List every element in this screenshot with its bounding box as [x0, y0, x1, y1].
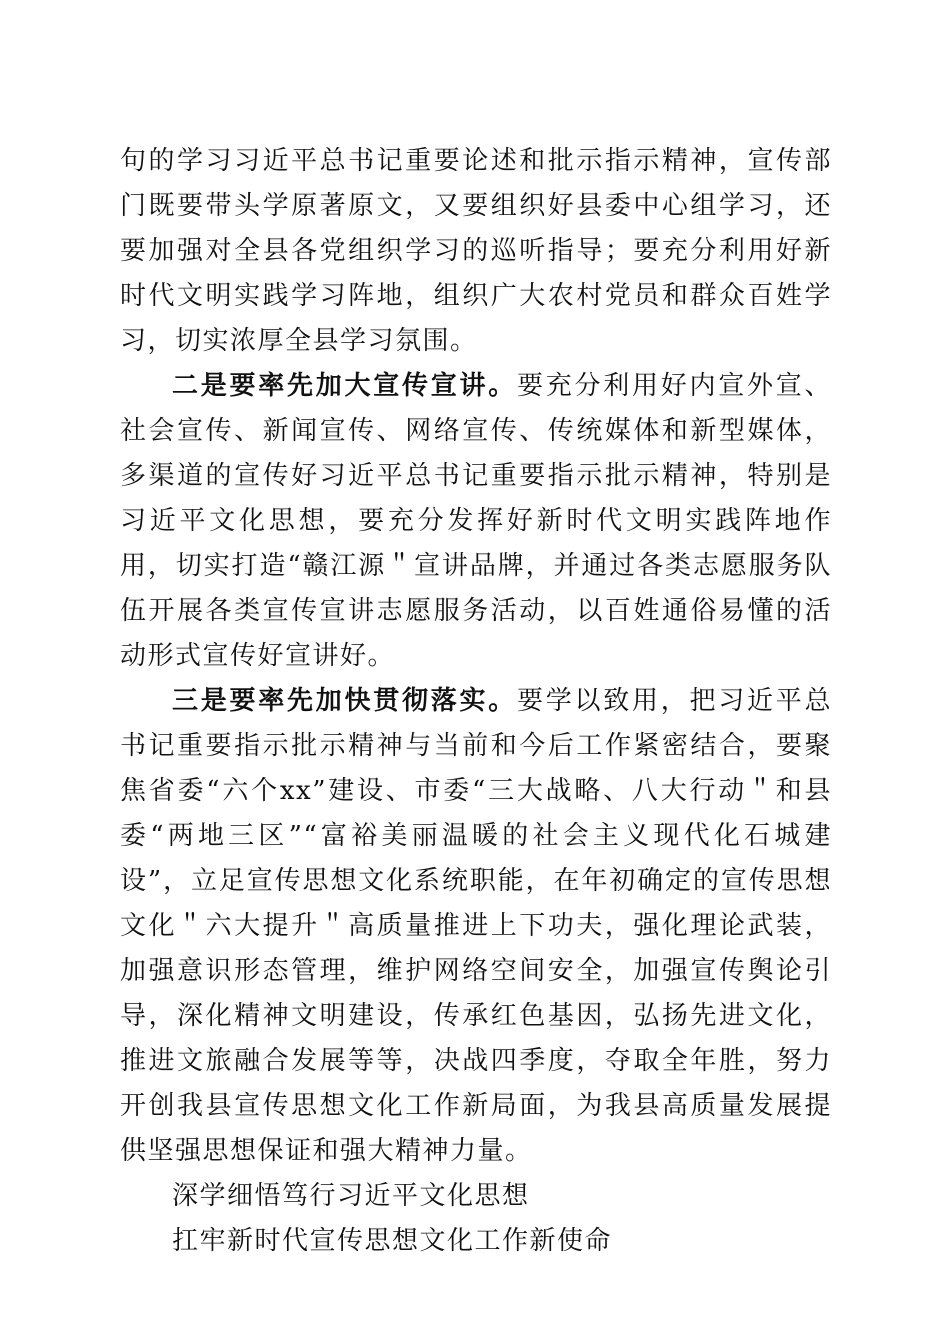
- paragraph-text: 句的学习习近平总书记重要论述和批示指示精神，宣传部门既要带头学原著原文，又要组织好县委中心组学习，还要加强对全县各党组织学习的巡听指导；要充分利用好新时代文明实践学习阵地，组织广大农村党员和群众百姓学习，切实浓厚全县学习氛围。: [120, 146, 832, 356]
- paragraph-implementation: [120, 679, 832, 1174]
- section-title-line-2: 扛牢新时代宣传思想文化工作新使命: [172, 1226, 613, 1256]
- section-title-line-1: 深学细悟笃行习近平文化思想: [172, 1181, 530, 1211]
- paragraph-lead: 二是要率先加大宣传宣讲。: [172, 371, 517, 401]
- paragraph-text: 要充分利用好内宣外宣、社会宣传、新闻宣传、网络宣传、传统媒体和新型媒体，多渠道的宣传好习近平总书记重要指示批示精神，特别是习近平文化思想，要充分发挥好新时代文明实践阵地作用，切实打造“赣江源＂宣讲品牌，并通过各类志愿服务队伍开展各类宣传宣讲志愿服务活动，以百姓通俗易懂的活动形式宣传好宣讲好。: [120, 371, 832, 671]
- paragraph-propaganda: [120, 364, 832, 679]
- paragraph-text: 要学以致用，把习近平总书记重要指示批示精神与当前和今后工作紧密结合，要聚焦省委“六个xx”建设、市委“三大战略、八大行动＂和县委“两地三区”“富裕美丽温暖的社会主义现代化石城建设”，立足宣传思想文化系统职能，在年初确定的宣传思想文化＂六大提升＂高质量推进上下功夫，强化理论武装，加强意识形态管理，维护网络空间安全，加强宣传舆论引导，深化精神文明建设，传承红色基因，弘扬先进文化，推进文旅融合发展等等，决战四季度，夺取全年胜，努力开创我县宣传思想文化工作新局面，为我县高质量发展提供坚强思想保证和强大精神力量。: [120, 686, 832, 1166]
- document-body: [120, 139, 832, 1264]
- paragraph-continued: [120, 139, 832, 364]
- paragraph-lead: 三是要率先加快贯彻落实。: [172, 686, 517, 716]
